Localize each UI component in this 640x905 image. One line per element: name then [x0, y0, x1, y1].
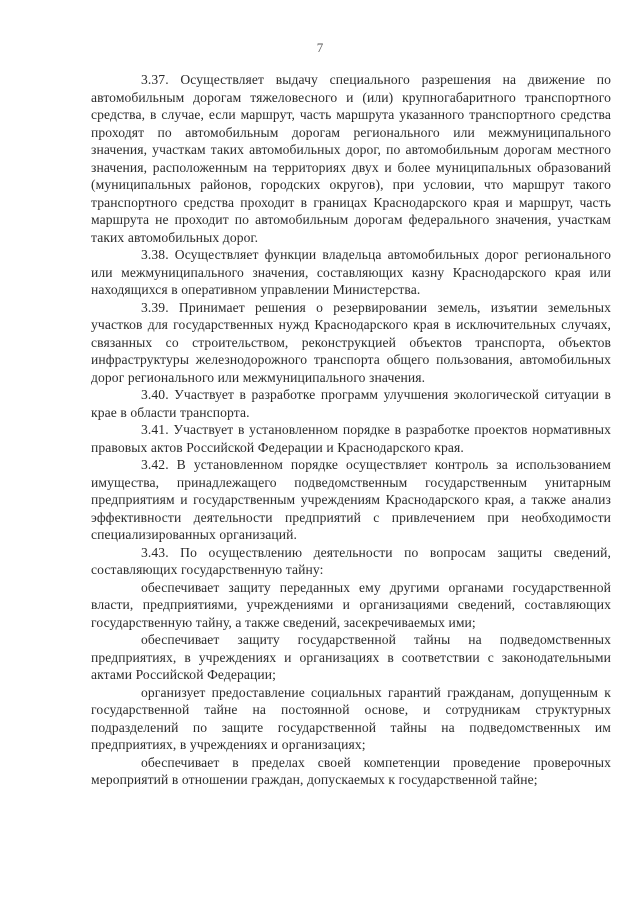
paragraph-3-37: 3.37. Осуществляет выдачу специального разрешения на движение по автомобильным дорогам тяжеловесного и (или) крупногабаритного транспортного средства, в случае, если маршрут, часть маршрута указанного транспортного средства проходят по автомобильным дорогам регионального или межмуниципального значения, участкам таких автомобильных дорог, по автомобильным дорогам местного значения, расположенным на территориях двух и более муниципальных образований (муниципальных районов, городских округов), при условии, что маршрут такого транспортного средства проходит в границах Краснодарского края и маршрут, часть маршрута не проходит по автомобильным дорогам федерального значения, участкам таких автомобильных дорог. [91, 72, 611, 245]
paragraph-3-42: 3.42. В установленном порядке осуществляет контроль за использованием имущества, принадлежащего подведомственным государственным унитарным предприятиям и государственным учреждениям Краснодарского края, а также анализ эффективности деятельности предприятий с привлечением при необходимости специализированных организаций. [91, 457, 611, 542]
paragraph-3-39: 3.39. Принимает решения о резервировании земель, изъятии земельных участков для государственных нужд Краснодарского края в исключительных случаях, связанных со строительством, реконструкцией объектов транспорта, объектов инфраструктуры железнодорожного транспорта общего пользования, автомобильных дорог регионального или межмуниципального значения. [91, 299, 611, 385]
list-item-verification-measures: обеспечивает в пределах своей компетенции проведение проверочных мероприятий в отношении граждан, допускаемых к государственной тайне; [91, 754, 611, 787]
list-item-protect-state-secret: обеспечивает защиту государственной тайны на подведомственных предприятиях, в учреждениях и организациях в соответствии с законодательными актами Российской Федерации; [91, 632, 611, 682]
list-item-social-guarantees: организует предоставление социальных гарантий гражданам, допущенным к государственной тайне на постоянной основе, и сотрудникам структурных подразделений по защите государственной тайны на подведомственных им предприятиях, в учреждениях и организациях; [91, 684, 611, 752]
paragraph-3-40: 3.40. Участвует в разработке программ улучшения экологической ситуации в крае в области транспорта. [91, 387, 611, 420]
document-body [91, 71, 611, 789]
paragraph-3-41: 3.41. Участвует в установленном порядке в разработке проектов нормативных правовых актов Российской Федерации и Краснодарского края. [91, 422, 611, 455]
list-item-protect-transferred-secrets: обеспечивает защиту переданных ему другими органами государственной власти, предприятиями, учреждениями и организациями сведений, составляющих государственную тайну, а также сведений, засекречиваемых ими; [91, 579, 611, 630]
paragraph-3-38: 3.38. Осуществляет функции владельца автомобильных дорог регионального или межмуниципального значения, составляющих казну Краснодарского края или находящихся в оперативном управлении Министерства. [91, 247, 611, 297]
paragraph-3-43: 3.43. По осуществлению деятельности по вопросам защиты сведений, составляющих государственную тайну: [91, 544, 611, 577]
page-number: 7 [316, 40, 324, 55]
